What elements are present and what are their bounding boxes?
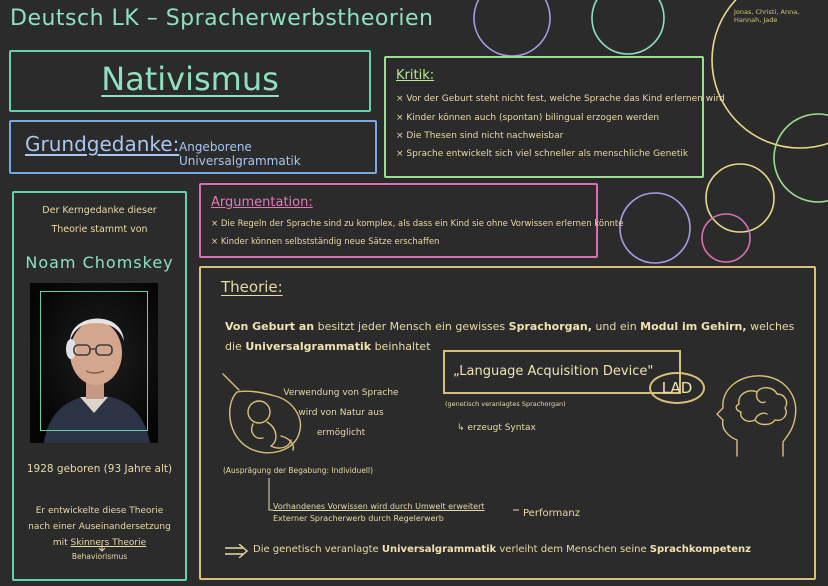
vorhandenes-text: Vorhandenes Vorwissen wird durch Umwelt erweitert	[273, 502, 485, 511]
developed-word: mit	[52, 538, 68, 548]
auspraegung-note: (Ausprägung der Begabung: Individuell)	[223, 466, 374, 475]
lad-box	[443, 350, 681, 394]
kritik-box	[384, 56, 725, 178]
genetic-note: (genetisch veranlagtes Sprachorgan)	[445, 400, 566, 408]
grundgedanke-label: Grundgedanke:	[25, 132, 180, 156]
verwendung-text	[281, 383, 401, 443]
verwendung-line: Verwendung von Sprache	[283, 388, 399, 398]
text-segment: beinhaltet	[374, 340, 431, 353]
text-segment: verleiht dem Menschen seine	[499, 544, 647, 555]
birth-info: 1928 geboren (93 Jahre alt)	[26, 463, 173, 475]
extern-text: Externer Spracherwerb durch Regelerwerb	[273, 514, 444, 523]
skinner-theory: Skinners Theorie	[70, 538, 147, 548]
kritik-item: × Kinder können auch (spontan) bilingual erzogen werden	[396, 113, 660, 123]
text-segment: Sprachorgan,	[508, 320, 592, 333]
portrait-frame	[40, 291, 148, 431]
portrait-photo	[30, 283, 158, 443]
lad-text: „Language Acquisition Device"	[453, 364, 654, 379]
performanz-label: Performanz	[523, 508, 580, 519]
text-segment: besitzt jeder Mensch ein gewisses	[317, 320, 506, 333]
arrow-right-icon	[223, 544, 251, 558]
text-segment: welches	[750, 320, 795, 333]
kritik-title: Kritik:	[396, 68, 435, 83]
person-box	[12, 191, 187, 581]
kritik-item: × Die Thesen sind nicht nachweisbar	[396, 131, 564, 141]
theorie-title: Theorie:	[221, 278, 283, 296]
page-title: Deutsch LK – Spracherwerbstheorien	[10, 6, 434, 31]
developed-line: nach einer Auseinandersetzung	[28, 522, 171, 532]
main-title: Nativismus	[101, 60, 279, 98]
authors: Jonas, Christi, Anna, Hannah, Jade	[734, 8, 800, 24]
main-title-box	[9, 50, 371, 112]
text-segment: die	[225, 340, 242, 353]
kerngedanke-text	[14, 201, 185, 239]
text-segment: und ein	[595, 320, 637, 333]
behaviorism-label: Behaviorismus	[71, 552, 128, 561]
theorie-line-1	[225, 320, 794, 333]
argumentation-item: × Die Regeln der Sprache sind zu komplex, als dass ein Kind sie ohne Vorwissen erlernen könnte	[211, 219, 624, 229]
text-segment: Universalgrammatik	[381, 544, 497, 555]
grundgedanke-value: Angeborene Universalgrammatik	[179, 140, 301, 168]
kritik-item: × Sprache entwickelt sich viel schneller als menschliche Genetik	[396, 149, 689, 159]
kerngedanke-line: Theorie stammt von	[51, 224, 148, 235]
lad-abbr: LAD	[661, 379, 693, 397]
brain-head-icon	[707, 368, 807, 460]
verwendung-line: ermöglicht	[316, 428, 366, 438]
person-name: Noam Chomskey	[25, 253, 174, 272]
text-segment: Von Geburt an	[225, 320, 315, 333]
kritik-item: × Vor der Geburt steht nicht fest, welche Sprache das Kind erlernen wird	[396, 94, 725, 104]
argumentation-item: × Kinder können selbstständig neue Sätze erschaffen	[211, 237, 440, 247]
lad-oval	[649, 372, 705, 404]
argumentation-title: Argumentation:	[211, 195, 313, 210]
theorie-box	[199, 266, 816, 580]
argumentation-box	[199, 183, 624, 258]
grundgedanke-box	[9, 120, 377, 174]
verwendung-line: wird von Natur aus	[298, 408, 384, 418]
syntax-note: ↳ erzeugt Syntax	[457, 423, 536, 433]
theorie-line-2	[225, 340, 431, 353]
final-statement	[253, 544, 751, 555]
text-segment: Die genetisch veranlagte	[253, 544, 379, 555]
text-segment: Sprachkompetenz	[649, 544, 751, 555]
kerngedanke-line: Der Kerngedanke dieser	[42, 205, 157, 216]
developed-line: Er entwickelte diese Theorie	[35, 506, 164, 516]
text-segment: Modul im Gehirn,	[640, 320, 747, 333]
text-segment: Universalgrammatik	[245, 340, 372, 353]
